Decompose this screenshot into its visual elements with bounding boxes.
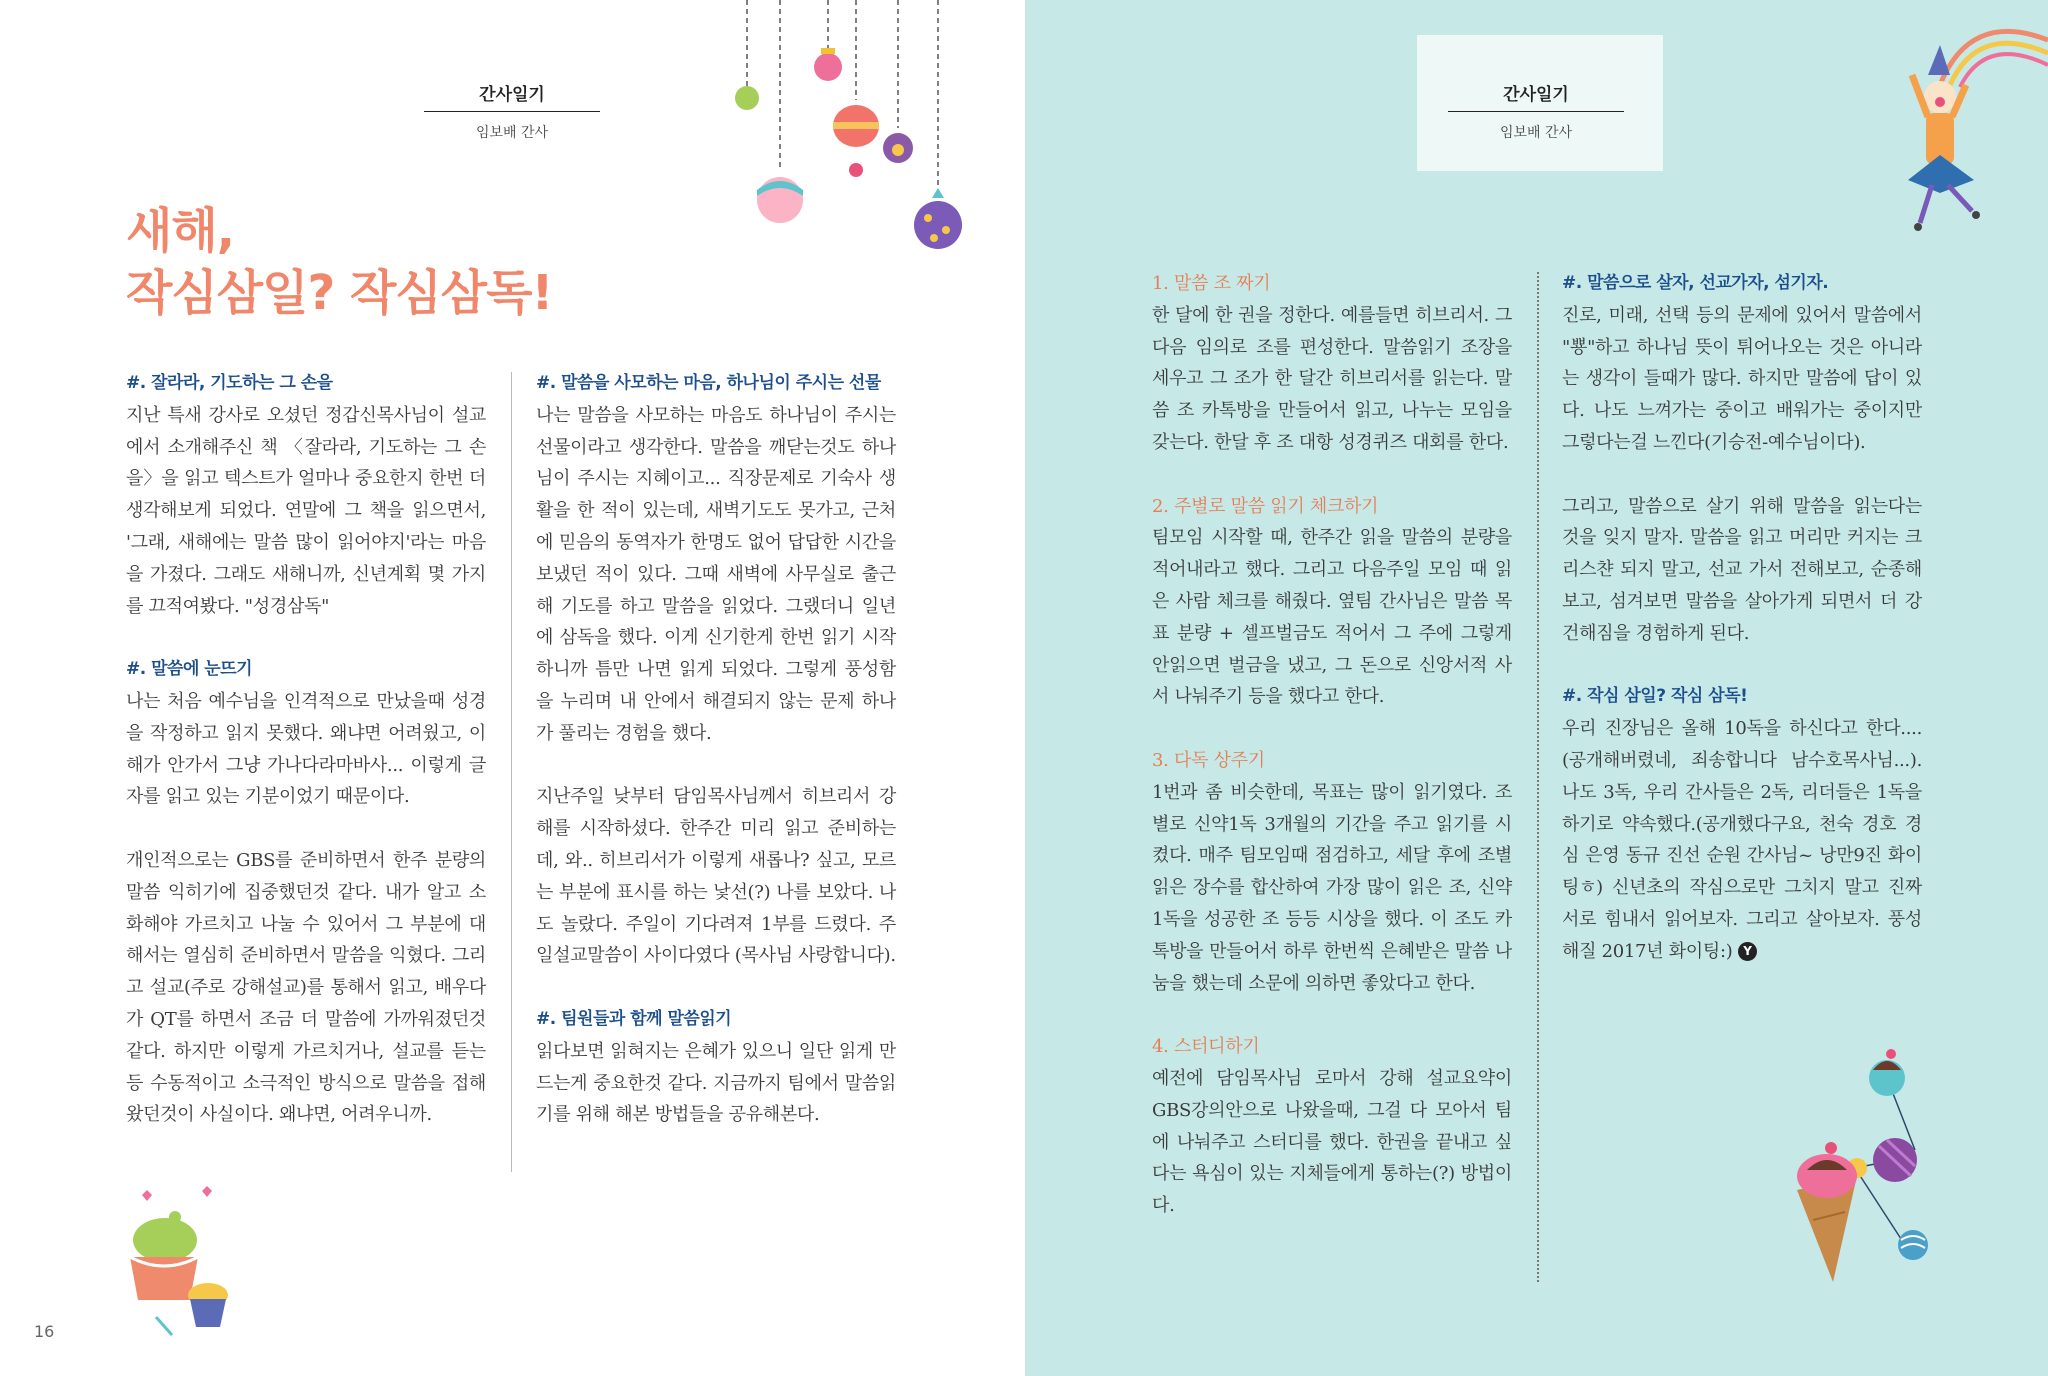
cupcakes-icon bbox=[120, 1185, 250, 1345]
paragraph: 1번과 좀 비슷한데, 목표는 많이 읽기였다. 조별로 신약1독 3개월의 기간을 주고 읽기를 시켰다. 매주 팀모임때 점검하고, 세달 후에 조별 읽은 장수를 합산하여 가장 많이 읽은 조, 신약1독을 성공한 조 등등 시상을 했다. 이 조도 카톡방을 만들어서 하루 한번씩 은혜받은 말씀 나눔을 했는데 소문에 의하면 좋았다고 한다. bbox=[1152, 781, 1512, 994]
numbered-heading: 4. 스터디하기 bbox=[1152, 1036, 1260, 1058]
acrobat-icon bbox=[1900, 15, 2048, 240]
section-heading: #. 잘라라, 기도하는 그 손을 bbox=[126, 373, 333, 393]
numbered-heading: 2. 주별로 말씀 읽기 체크하기 bbox=[1152, 495, 1379, 517]
paragraph: 나는 말씀을 사모하는 마음도 하나님이 주시는 선물이라고 생각한다. 말씀을 깨닫는것도 하나님이 주시는 지혜이고... 직장문제로 기숙사 생활을 한 적이 있는데, 새벽기도도 못가고, 근처에 믿음의 동역자가 한명도 없어 답답한 시간을 보냈던 적이 있다. 그때 새벽에 사무실로 출근해 기도를 하고 말씀을 읽었다. 그랬더니 일년에 삼독을 했다. 이게 신기한게 한번 읽기 시작하니까 틈만 나면 읽게 되었다. 그렇게 풍성함을 누리며 내 안에서 해결되지 않는 문제 하나가 풀리는 경험을 했다. bbox=[536, 404, 896, 744]
paragraph bbox=[1562, 713, 1922, 967]
column-4 bbox=[1562, 268, 1922, 968]
paragraph: 예전에 담임목사님 로마서 강해 설교요약이 GBS강의안으로 나왔을때, 그걸 다 모아서 팀에 나눠주고 스터디를 했다. 한권을 끝내고 싶다는 욕심이 있는 지체들에게 통하는(?) 방법이다. bbox=[1152, 1067, 1512, 1217]
headline-line-1: 새해, bbox=[126, 203, 234, 259]
hanging-ornaments-icon bbox=[720, 0, 990, 260]
paragraph: 나는 처음 예수님을 인격적으로 만났을때 성경을 작정하고 읽지 못했다. 왜냐면 어려웠고, 이해가 안가서 그냥 가나다라마바사... 이렇게 글자를 읽고 있는 기분이었기 때문이다. bbox=[126, 690, 486, 808]
section-heading: #. 작심 삼일? 작심 삼독! bbox=[1562, 686, 1748, 707]
section-heading: #. 말씀을 사모하는 마음, 하나님이 주시는 선물 bbox=[536, 373, 881, 393]
paragraph: 지난 특새 강사로 오셨던 정갑신목사님이 설교에서 소개해주신 책 〈잘라라, 기도하는 그 손을〉을 읽고 텍스트가 얼마나 중요한지 한번 더 생각해보게 되었다. 연말에 그 책을 읽으면서, '그래, 새해에는 말씀 많이 읽어야지'라는 마음을 가졌다. 그래도 새해니까, 신년계획 몇 가지를 끄적여봤다. "성경삼독" bbox=[126, 404, 486, 617]
paragraph: 읽다보면 읽혀지는 은혜가 있으니 일단 읽게 만드는게 중요한것 같다. 지금까지 팀에서 말씀읽기를 위해 해본 방법들을 공유해본다. bbox=[536, 1040, 896, 1126]
column-label-author: 임보배 간사 bbox=[1499, 125, 1573, 141]
section-heading: #. 말씀에 눈뜨기 bbox=[126, 659, 253, 680]
right-column-label bbox=[1448, 80, 1624, 142]
section-heading: #. 말씀으로 살자, 선교가자, 섬기자. bbox=[1562, 273, 1829, 293]
left-column-label bbox=[424, 80, 600, 142]
column-divider bbox=[1537, 272, 1539, 1282]
column-label-author: 임보배 간사 bbox=[475, 125, 549, 141]
ice-cream-icon bbox=[1795, 1040, 2005, 1290]
end-mark: Y bbox=[1738, 942, 1757, 961]
headline bbox=[126, 200, 552, 324]
column-divider bbox=[511, 372, 512, 1172]
section-heading: #. 팀원들과 함께 말씀읽기 bbox=[536, 1008, 732, 1029]
paragraph: 한 달에 한 권을 정한다. 예를들면 히브리서. 그 다음 임의로 조를 편성한다. 말씀읽기 조장을 세우고 그 조가 한 달간 히브리서를 읽는다. 말씀 조 카톡방을 만들어서 읽고, 나누는 모임을 갖는다. 한달 후 조 대항 성경퀴즈 대회를 한다. bbox=[1152, 304, 1512, 453]
numbered-heading: 1. 말씀 조 짜기 bbox=[1152, 273, 1271, 294]
paragraph: 개인적으로는 GBS를 준비하면서 한주 분량의 말씀 익히기에 집중했던것 같다. 내가 알고 소화해야 가르치고 나눌 수 있어서 그 부분에 대해서는 열심히 준비하면서 말씀을 익혔다. 그리고 설교(주로 강해설교)를 통해서 읽고, 배우다가 QT를 하면서 조금 더 말씀에 가까워졌던것 같다. 하지만 이렇게 가르치거나, 설교를 듣는 등 수동적이고 소극적인 방식으로 말씀을 접해왔던것이 사실이다. 왜냐면, 어려우니까. bbox=[126, 849, 486, 1126]
paragraph: 진로, 미래, 선택 등의 문제에 있어서 말씀에서 "뿅"하고 하나님 뜻이 튀어나오는 것은 아니라는 생각이 들때가 많다. 하지만 말씀에 답이 있다. 나도 느껴가는 중이고 배워가는 중이지만 그렇다는걸 느낀다(기승전-예수님이다). bbox=[1562, 304, 1922, 453]
column-3 bbox=[1152, 268, 1512, 1222]
headline-line-2: 작심삼일? 작심삼독! bbox=[126, 265, 553, 321]
paragraph: 그리고, 말씀으로 살기 위해 말씀을 읽는다는 것을 잊지 말자. 말씀을 읽고 머리만 커지는 크리스챤 되지 말고, 선교 가서 전해보고, 순종해보고, 섬겨보면 말씀을 살아가게 되면서 더 강건해짐을 경험하게 된다. bbox=[1562, 495, 1922, 644]
page-number: 16 bbox=[34, 1322, 55, 1341]
paragraph: 지난주일 낮부터 담임목사님께서 히브리서 강해를 시작하셨다. 한주간 미리 읽고 준비하는데, 와.. 히브리서가 이렇게 새롭나? 싶고, 모르는 부분에 표시를 하는 낯선(?) 나를 보았다. 나도 놀랐다. 주일이 기다려져 1부를 드렸다. 주일설교말씀이 사이다였다 (목사님 사랑합니다). bbox=[536, 786, 896, 967]
numbered-heading: 3. 다독 상주기 bbox=[1152, 749, 1265, 771]
column-2 bbox=[536, 368, 896, 1131]
paragraph-text: 우리 진장님은 올해 10독을 하신다고 한다....(공개해버렸네, 죄송합니다 남수호목사님...). 나도 3독, 우리 간사들은 2독, 리더들은 1독을 하기로 약속했다.(공개했다구요, 천숙 경호 경심 은영 동규 진선 순원 간사님~ 낭만9진 화이팅ㅎ) 신년초의 작심으로만 그치지 말고 진짜 서로 힘내서 읽어보자. 그리고 살아보자. 풍성해질 2017년 화이팅:) bbox=[1562, 718, 1922, 962]
column-label-title: 간사일기 bbox=[1448, 80, 1624, 112]
column-1 bbox=[126, 368, 486, 1131]
column-label-title: 간사일기 bbox=[424, 80, 600, 112]
paragraph: 팀모임 시작할 때, 한주간 읽을 말씀의 분량을 적어내라고 했다. 그리고 다음주일 모임 때 읽은 사람 체크를 해줬다. 옆팀 간사님은 말씀 목표 분량 + 셀프벌금도 적어서 그 주에 그렇게 안읽으면 벌금을 냈고, 그 돈으로 신앙서적 사서 나눠주기 등을 했다고 한다. bbox=[1152, 527, 1512, 708]
